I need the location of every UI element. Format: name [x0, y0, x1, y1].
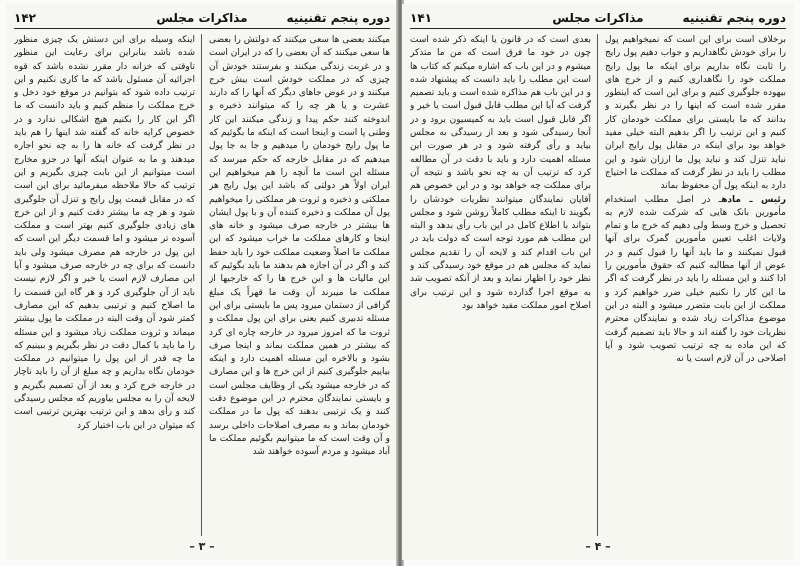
right-page: [402, 4, 794, 560]
section-label: رئیس ـ ماده: [721, 194, 786, 205]
right-page-body: [410, 34, 786, 536]
left-page-column-left-text: اینکه وسیله برای این دستش یک چیزی منظور شده باشد بنابراین برای رعایت این منظور تاوقتی که خزانه دار مقرر نشده باشد که قوه اجرائیه آن مسئول باشد که ما کاری نکنیم و این ترتیب داده شود که بتوانیم در موقع خود دخل و خرج مملکت را منظم کنیم و باید دانست که ما اگر این کار را بکنیم هیچ اشکالی ندارد و در خصوص کرایه خانه که گفته شد اینها را هم باید در نظر گرفت که خانه ها را به چه نحو اجاره میدهند و ما به عنوان اینکه آنها در جزو مخارج است میتوانیم از این بابت چیزی بگیریم و این ترتیب که حالا ملاحظه میفرمائید برای این است که در مقابل قیمت پول رایج و تنزل آن جلوگیری شود و هر چه ما بیشتر دقت کنیم و از این خرج های زیادی جلوگیری کنیم بهتر است و مملکت آسوده تر میشود و اما قسمت دیگر این است که این پول در خارجه هم مصرف میشود ولی باید دانست که برای چه در خارجه صرف میشود و آیا این مصارف لازم است یا خیر و اگر لازم نیست باید از آن جلوگیری کرد و هر گاه این قسمت را ما اصلاح کنیم و ترتیبی بدهیم که این مصارف کمتر شود آن وقت البته در مملکت ما پول بیشتر میماند و ثروت مملکت زیاد میشود و این مسئله را ما باید با کمال دقت در نظر بگیریم و ببینیم که ما چه قدر از این پول را میتوانیم در مملکت خودمان نگاه بداریم و چه مبلغ از آن را باید ناچار در خارجه خرج کرد و بعد از آن تصمیم بگیریم و لایحه آن را به مجلس بیاوریم که مجلس رسیدگی کند و رأی بدهد و این ترتیب بهترین ترتیبی است که میتوان در این باب اختیار کرد: [14, 35, 195, 431]
left-page-column-divider: [201, 34, 202, 536]
right-header-issue: دوره پنجم تقنینیه: [682, 11, 786, 25]
right-page-column-right-text: برخلاف است برای این است که نمیخواهیم پول را برای خودش نگاهداریم و جواب دهیم پول رایج را ثابت نگاه بداریم برای اینکه ما پول رایج مملکت خود را نگاهداری کنیم و از خرج های بیهوده جلوگیری کنیم و برای این است که اینطور مقرر شده است که اینها را در نظر بگیرند و بدانند که ما بایستی برای مملکت خودمان کار کنیم و این ترتیب را اگر بدهیم البته خیلی مفید خواهد بود برای اینکه در مقابل پول رایج ایران نباید تنزل کند و نباید پول ما ارزان شود و این مطلب را باید در نظر گرفت که مملکت ما احتیاج دارد به اینکه پول آن محفوظ بماند: [605, 35, 786, 192]
right-header-page-number: ۱۴۱: [410, 11, 432, 25]
right-page-footer: – ۴ –: [585, 540, 611, 553]
left-page-header: [14, 10, 390, 29]
right-page-header: [410, 10, 786, 29]
left-header-title: مذاکرات مجلس: [156, 11, 248, 25]
right-page-column-right: [605, 34, 786, 536]
left-page-column-right-text: میکنند بعضی ها سعی میکنند که دولتش را بعضی ها سعی میکنند که آن بعضی را که در ایران است و در غربت زندگی میکنند و بفرستند خودش آن چیزی که در مملکت خودش است بیش خرج میکنند و در عوض جاهای دیگر که آنها را که دارند عشرت و یا هر چه را که میتوانند ذخیره و اندوخته کنند حکم پیدا و زندگی میکنند این کار وطنی پا است و اینجا است که اینکه ما بگوئیم که ما پول رایج خودمان را میدهیم و جا به جا پول میدهیم که در مقابل خارجه که حکم میرسد که مسئله این است ما آنچه را هم میخواهیم این ایران اولاً هر دولتی که باشد این پول رایج هر مملکتی و ذخیره و ثروت هر مملکتی را میخواهیم پول آن مملکت و ذخیره کننده آن و با پول ایشان ها بیشتر در خارجه صرف میشود و خانه های اینجا و کارهای مملکت ما خراب میشود که این مملکت ما اصلاً وضعیت مملکت خود را باید حفظ کند و اگر در آن اجازه هم بدهند ما باید بگوئیم که این مالیات ها و این خرج ها را که خارجیها از مملکت ما میبرند آن وقت ما قهراً یک مبلغ گزافی از دستمان میرود پس ما بایستی برای این مسئله تدبیری کنیم یعنی برای این پول مملکت و ثروت ما که امروز میرود در خارجه چاره ای کرد که بیشتر در همین مملکت بماند و اینجا صرف بشود و بالاخره این مسئله اهمیت دارد و اینکه بیاییم جلوگیری کنیم از این خرج ها و این مصارف که در خارجه میشود یکی از وظایف مجلس است و بایستی نمایندگان محترم در این موضوع دقت کنند و یک ترتیبی بدهند که پول ما در مملکت خودمان بماند و به مصرف اصلاحات داخلی برسد و آن وقت است که ما میتوانیم بگوئیم مملکت ما آباد میشود و مردم آسوده خواهند شد: [209, 35, 390, 458]
left-page-footer: – ۳ –: [189, 540, 215, 553]
right-page-column-right-section: [605, 194, 786, 367]
section-text: ـ در اصل مطلب استخدام مأمورین بانک هایی که شرکت شده لازم به تحصیل و خرج وسط ولی دهیم که خرج ما و تمام ولایات اغلب تعیین مأمورین گمرک برای آنها قبول نمیکنند و ما باید آنها را قبول کنیم و در عوض از آنها مطالبه کنیم که حقوق مأمورین را ادا کنند و این مسئله را باید در نظر گرفت که اگر ما این کار را نکنیم خیلی ضرر خواهیم کرد و مملکت از این بابت متضرر میشود و البته در این موضوع مذاکرات زیاد شده و نمایندگان محترم نظریات خود را گفته اند و حالا باید تصمیم گرفت که این ماده به چه ترتیب تصویب شود و آیا اصلاحی در آن لازم است یا نه: [605, 194, 786, 365]
left-header-page-number: ۱۴۲: [14, 11, 36, 25]
left-page: [6, 4, 398, 560]
left-page-column-left: [14, 34, 195, 536]
left-header-issue: دوره پنجم تقنینیه: [286, 11, 390, 25]
right-header-title: مذاکرات مجلس: [552, 11, 644, 25]
left-page-column-right: [209, 34, 390, 536]
left-page-body: [14, 34, 390, 536]
right-page-column-divider: [597, 34, 598, 536]
right-page-column-left-text: بعدی است که در قانون یا اینکه ذکر شده است چون در خود ما فرق است که من ما متذکر میشوم و در این باب که اشاره میکنم که کتاب ها است این مطلب را باید دانست که پیشنهاد شده و در این باب هم مذاکره شده است و باید تصمیم گرفت که آیا این مطلب قابل قبول است یا خیر و اگر قابل قبول است باید به کمیسیون برود و در آنجا رسیدگی شود و بعد از رسیدگی به مجلس بیاید و رأی گرفته شود و در هر صورت این مسئله اهمیت دارد و باید با دقت در آن مطالعه کرد که ترتیب آن به چه نحو باشد و نتیجه آن برای مملکت چه خواهد بود و در این خصوص هم آقایان نمایندگان میتوانند نظریات خودشان را بگویند تا اینکه مطلب کاملاً روشن شود و مجلس بتواند با اطلاع کامل در این باب رأی بدهد و البته این مطلب هم مورد توجه است که دولت باید در این باب اقدام کند و لایحه آن را تقدیم مجلس نماید که مجلس هم در موقع خود رسیدگی کند و نظر خود را اظهار نماید و بعد از آنکه تصویب شد به موقع اجرا گذارده شود و این ترتیب برای اصلاح امور مملکت مفید خواهد بود: [410, 35, 591, 311]
right-page-column-left: [410, 34, 591, 536]
